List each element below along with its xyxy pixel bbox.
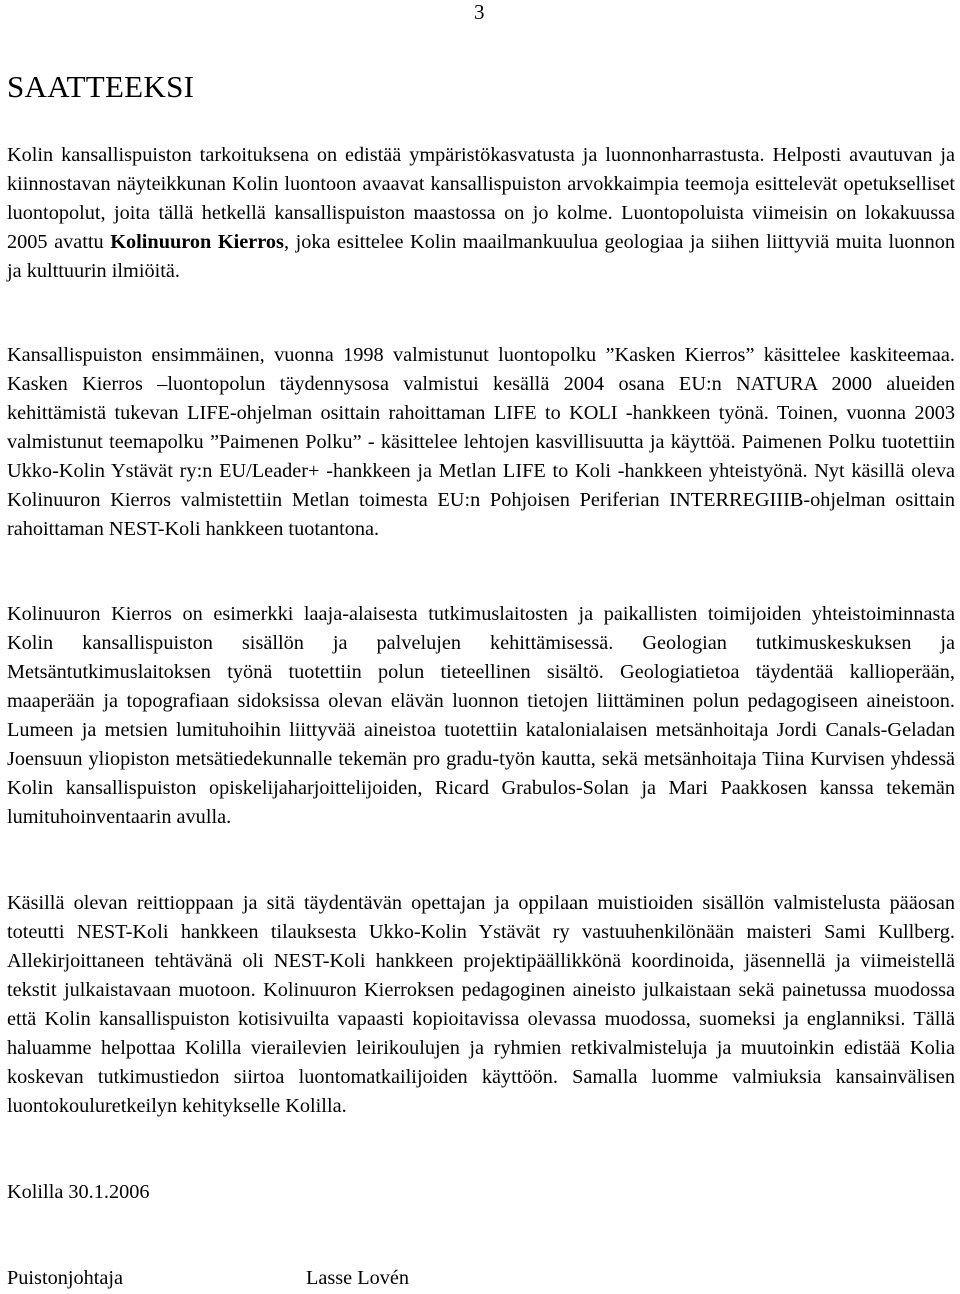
paragraph-intro-bold-name: Kolinuuron Kierros (110, 231, 284, 253)
signature-name: Lasse Lovén (306, 1267, 410, 1289)
date-line: Kolilla 30.1.2006 (7, 1181, 150, 1203)
paragraph-intro-text-1: Kolin kansallispuiston tarkoituksena on edistää ympäristökasvatusta ja luonnonharrastusta. Helposti avautuvan ja kiinnostavan näyteikkunan Kolin luontoon avaavat kansallispuiston arvokkaimpia teemoja esittelevät opetukselliset luontopolut, joita tällä hetkellä kansallispuiston maastossa on jo kolme. Luontopoluista viimeisin on lokakuussa 2005 avattu (7, 144, 955, 253)
page-title: SAATTEEKSI (7, 69, 195, 104)
paragraph-history: Kansallispuiston ensimmäinen, vuonna 1998 valmistunut luontopolku ”Kasken Kierros” käsittelee kaskiteemaa. Kasken Kierros –luontopolun täydennysosa valmistui kesällä 2004 osana EU:n NATURA 2000 alueiden kehittämistä tukevan LIFE-ohjelman osittain rahoittaman LIFE to KOLI -hankkeen työnä. Toinen, vuonna 2003 valmistunut teemapolku ”Paimenen Polku” - käsittelee lehtojen kasvillisuutta ja käyttöä. Paimenen Polku tuotettiin Ukko-Kolin Ystävät ry:n EU/Leader+ -hankkeen ja Metlan LIFE to Koli -hankkeen yhteistyönä. Nyt käsillä oleva Kolinuuron Kierros valmistettiin Metlan toimesta EU:n Pohjoisen Periferian INTERREGIIIB-ohjelman osittain rahoittaman NEST-Koli hankkeen tuotantona. (7, 344, 955, 540)
paragraph-cooperation: Kolinuuron Kierros on esimerkki laaja-alaisesta tutkimuslaitosten ja paikallisten toimijoiden yhteistoiminnasta Kolin kansallispuiston sisällön ja palvelujen kehittämisessä. Geologian tutkimuskeskuksen ja Metsäntutkimuslaitoksen työnä tuotettiin polun tieteellinen sisältö. Geologiatietoa täydentää kallioperään, maaperään ja topografiaan sidoksissa olevan elävän luonnon tietojen liittäminen polun pedagogiseen aineistoon. Lumeen ja metsien lumituhoihin liittyvää aineistoa tuotettiin katalonialaisen metsänhoitaja Jordi Canals-Geladan Joensuun yliopiston metsätiedekunnalle tekemän pro gradu-työn kautta, sekä metsänhoitaja Tiina Kurvisen yhdessä Kolin kansallispuiston opiskelijaharjoittelijoiden, Ricard Grabulos-Solan ja Mari Paakkosen kanssa tekemän lumituhoinventaarin avulla. (7, 603, 955, 828)
paragraph-intro (7, 141, 955, 286)
paragraph-publication: Käsillä olevan reittioppaan ja sitä täydentävän opettajan ja oppilaan muistioiden sisällön valmistelusta pääosan toteutti NEST-Koli hankkeen tilauksesta Ukko-Kolin Ystävät ry vastuuhenkilönään maisteri Sami Kullberg. Allekirjoittaneen tehtävänä oli NEST-Koli hankkeen projektipäällikkönä koordinoida, jäsennellä ja viimeistellä tekstit julkaistavaan muotoon. Kolinuuron Kierroksen pedagoginen aineisto julkaistaan sekä painetussa muodossa että Kolin kansallispuiston kotisivuilta vapaasti kopioitavissa olevassa muodossa, suomeksi ja englanniksi. Tällä haluamme helpottaa Kolilla vierailevien leirikoulujen ja ryhmien retkivalmisteluja ja muutoinkin edistää Kolia koskevan tutkimustiedon siirtoa luontomatkailijoiden käyttöön. Samalla luomme valmiuksia kansainvälisen luontokouluretkeilyn kehitykselle Kolilla. (7, 892, 955, 1117)
signature-role: Puistonjohtaja (7, 1267, 124, 1289)
page-number: 3 (474, 0, 485, 24)
paragraph-intro-text-2: , joka esittelee Kolin maailmankuulua geologiaa ja siihen liittyviä muita luonnon ja kulttuurin ilmiöitä. (7, 231, 955, 282)
